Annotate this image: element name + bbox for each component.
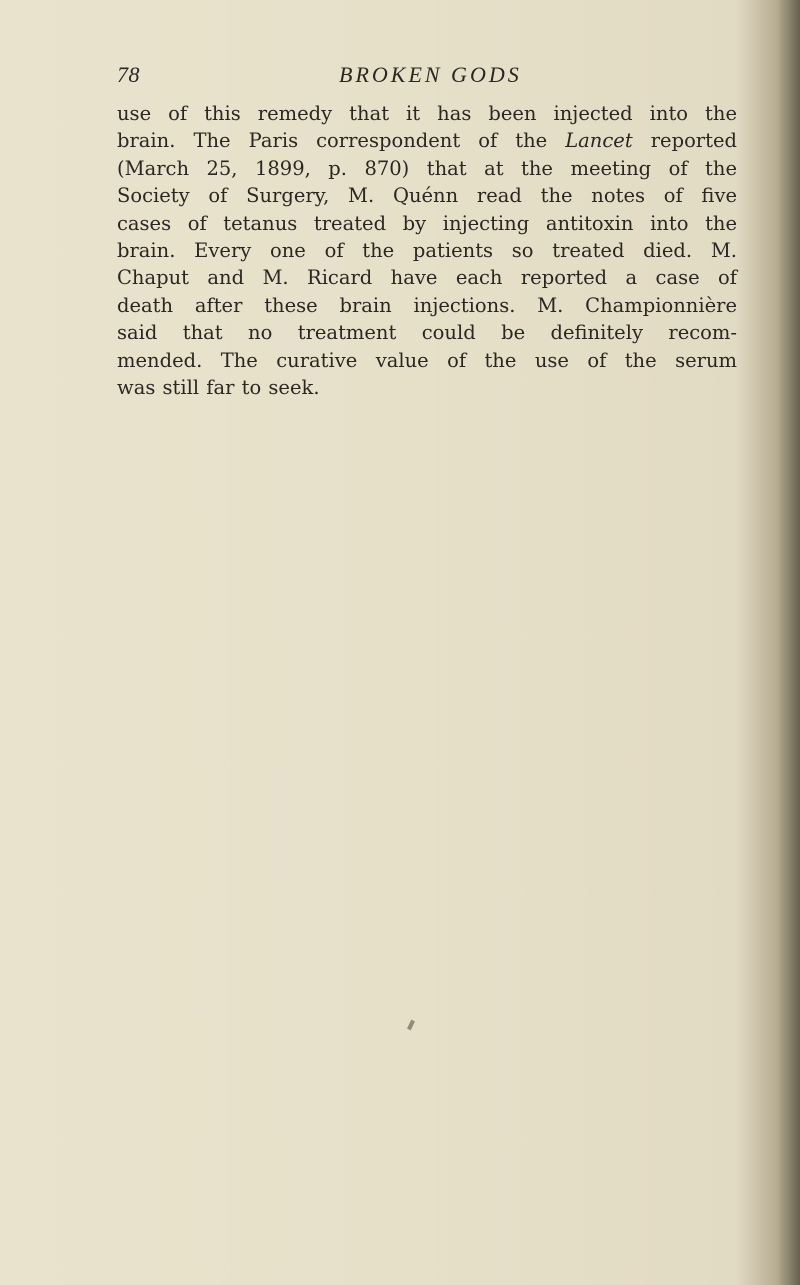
text-line-2 [117,127,737,154]
paper-speck [407,1020,415,1031]
text-line-3: (March 25, 1899, p. 870) that at the meeting of the [117,156,737,180]
text-line-2-end: reported [632,129,737,153]
journal-title-lancet: Lancet [565,129,633,153]
body-paragraph [117,100,737,401]
text-line-7: Chaput and M. Ricard have each reported a case of [117,266,737,290]
text-line-2-start: brain. The Paris correspondent of the [117,129,566,153]
text-line-4: Society of Surgery, M. Quénn read the notes of five [117,184,737,208]
page-number: 78 [117,62,140,87]
text-line-8: death after these brain injections. M. Championnière [117,293,737,317]
text-line-6: brain. Every one of the patients so treated died. M. [117,239,737,263]
page-edge-shadow [778,0,800,1285]
running-title: BROKEN GODS [339,62,522,87]
text-line-11: was still far to seek. [117,376,320,400]
text-line-1: use of this remedy that it has been injected into the [117,102,737,125]
text-line-10: mended. The curative value of the use of the serum [117,348,737,372]
running-head [117,62,737,92]
text-line-5: cases of tetanus treated by injecting antitoxin into the [117,211,737,235]
text-line-9: said that no treatment could be definitely recom- [117,321,737,345]
